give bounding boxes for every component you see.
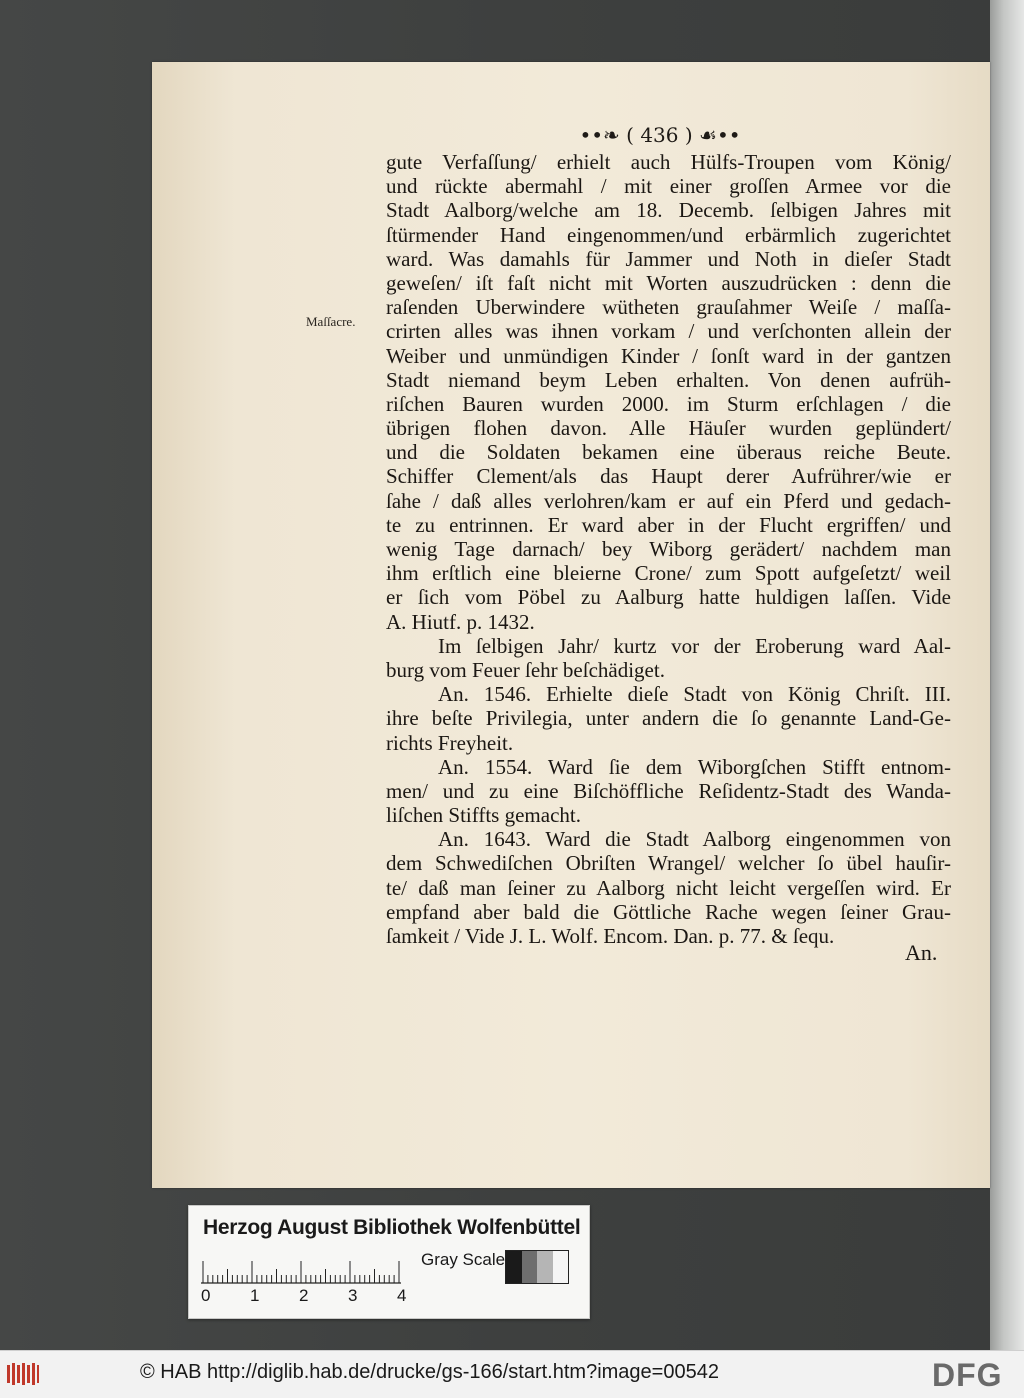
library-name: Herzog August Bibliothek Wolfenbüttel [203, 1216, 581, 1239]
text-line: crirten alles was ihnen vorkam / und verſchonten allein der [386, 319, 951, 344]
text-line: dem Schwediſchen Obriſten Wrangel/ welcher ſo übel hauſir- [386, 851, 951, 876]
text-line: An. 1643. Ward die Stadt Aalborg eingenommen von [438, 827, 951, 852]
text-line: und rückte abermahl / mit einer groſſen Armee vor die [386, 174, 951, 199]
gray-scale-label: Gray Scale [421, 1250, 506, 1269]
text-line: übrigen flohen davon. Alle Häuſer wurden geplündert/ [386, 416, 951, 441]
text-line: An. 1546. Erhielte dieſe Stadt von König Chriſt. III. [438, 682, 951, 707]
gray-scale-swatches [505, 1250, 569, 1284]
text-line: ihre beſte Privilegia, unter andern die ſo genannte Land-Ge- [386, 706, 951, 731]
text-line: Stadt niemand beym Leben erhalten. Von denen aufrüh- [386, 367, 951, 392]
hab-logo-icon [6, 1361, 40, 1387]
text-line: gute Verfaſſung/ erhielt auch Hülfs-Troupen vom König/ [386, 150, 951, 174]
ruler-number: 0 [201, 1286, 211, 1305]
text-line: und die Soldaten bekamen eine überaus reiche Beute. [386, 440, 951, 465]
text-line: te/ daß man ſeiner zu Aalborg nicht leicht vergeſſen wird. Er [386, 875, 951, 900]
swatch-dark-gray [522, 1251, 538, 1283]
text-line: wenig Tage darnach/ bey Wiborg gerädert/ nachdem man [386, 537, 951, 561]
swatch-white [553, 1251, 569, 1283]
ruler-number: 2 [299, 1286, 309, 1305]
text-line: te zu entrinnen. Er ward aber in der Flucht ergriffen/ und [386, 512, 951, 537]
scale-ruler-card [188, 1205, 590, 1319]
adjacent-page-edge [990, 0, 1024, 1350]
page-header: ••❧ ( 436 ) ☙•• [579, 123, 741, 147]
text-line: liſchen Stiffts gemacht. [386, 803, 581, 828]
text-line: richts Freyheit. [386, 730, 514, 755]
text-line: ſahe / daß alles verlohren/kam er auf ein Pferd und gedach- [386, 488, 951, 513]
footer-bar [0, 1350, 1024, 1398]
text-line: Weiber und unmündigen Kinder / ſonſt ward in der gantzen [386, 343, 951, 368]
text-line: ſtürmender Hand eingenommen/und erbärmlich zugerichtet [386, 222, 951, 247]
swatch-light-gray [537, 1251, 553, 1283]
page-body-text [386, 150, 951, 948]
text-line: Schiffer Clement/als das Haupt derer Aufrührer/wie er [386, 464, 951, 489]
text-line: An. 1554. Ward ſie dem Wiborgſchen Stifft entnom- [438, 754, 951, 779]
text-line: ſamkeit / Vide J. L. Wolf. Encom. Dan. p. 77. & ſequ. [386, 924, 835, 948]
catchword: An. [905, 940, 938, 965]
text-line: burg vom Feuer ſehr beſchädiget. [386, 657, 665, 682]
swatch-black [506, 1251, 522, 1283]
text-line: riſchen Bauren wurden 2000. im Sturm erſchlagen / die [386, 391, 951, 416]
ruler-numbers [201, 1286, 411, 1306]
text-line: men/ und zu eine Biſchöffliche Reſidentz-Stadt des Wanda- [386, 778, 951, 803]
text-line: Im ſelbigen Jahr/ kurtz vor der Eroberung ward Aal- [438, 633, 951, 658]
text-line: ward. Was damahls für Jammer und Noth in dieſer Stadt [386, 246, 951, 271]
text-line: ihm erſtlich eine bleierne Crone/ zum Spott aufgeſetzt/ weil [386, 561, 951, 586]
text-line: Stadt Aalborg/welche am 18. Decemb. ſelbigen Jahres mit [386, 198, 951, 223]
dfg-logo: DFG [932, 1357, 1003, 1393]
text-line: geweſen/ iſt faſt nicht mit Worten auszudrücken : denn die [386, 270, 951, 295]
ruler-number: 1 [250, 1286, 260, 1305]
text-line: er ſich vom Pöbel zu Aalburg hatte huldigen laſſen. Vide [386, 585, 951, 610]
margin-note: Maſſacre. [306, 314, 356, 329]
text-line: A. Hiutf. p. 1432. [386, 609, 535, 634]
ruler-number: 4 [397, 1286, 407, 1305]
text-line: raſenden Uberwindere wütheten grauſahmer Weiſe / maſſa- [386, 295, 951, 320]
ruler-number: 3 [348, 1286, 358, 1305]
text-line: empfand aber bald die Göttliche Rache wegen ſeiner Grau- [386, 899, 951, 924]
copyright-link[interactable]: © HAB http://diglib.hab.de/drucke/gs-166/start.htm?image=00542 [140, 1361, 719, 1383]
centimeter-ruler [201, 1250, 421, 1284]
